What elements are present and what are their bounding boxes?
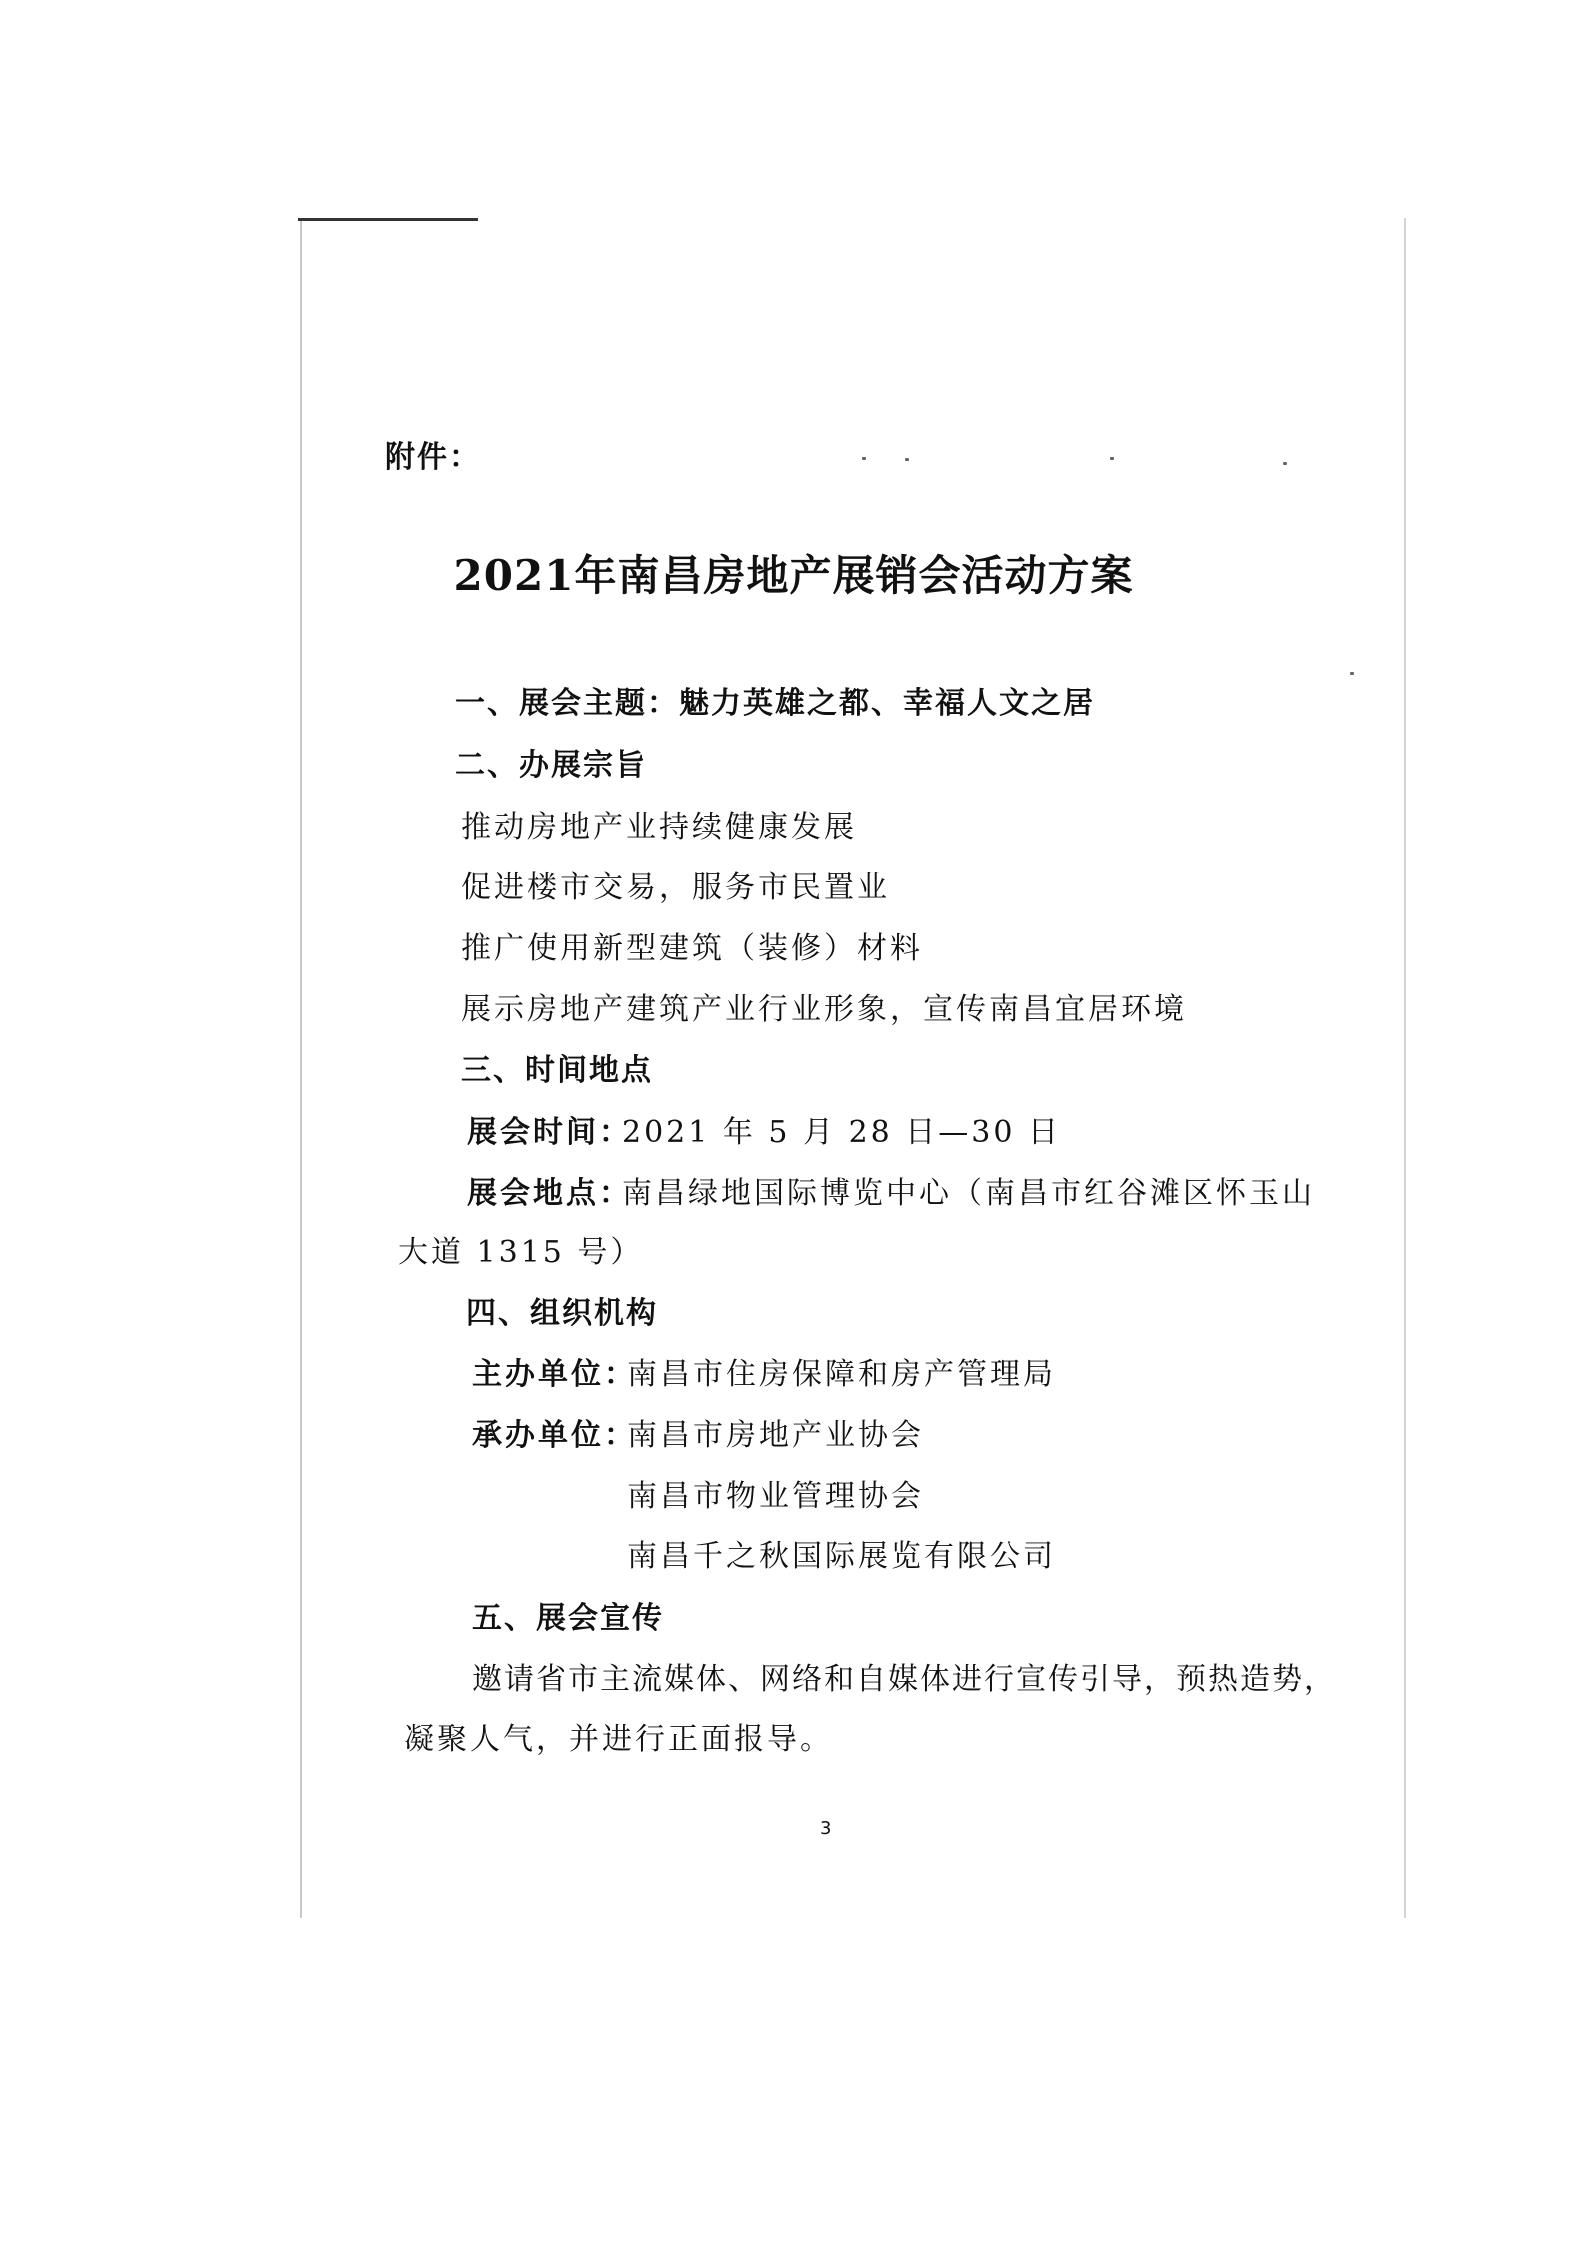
section2-item: 推广使用新型建筑（装修）材料	[461, 931, 923, 966]
host-label: 主办单位：	[472, 1357, 637, 1392]
attachment-label: 附件：	[385, 440, 481, 475]
section3-heading: 三、时间地点	[461, 1053, 653, 1088]
page-title: 2021年南昌房地产展销会活动方案	[453, 551, 1134, 600]
scan-speck	[1283, 462, 1287, 465]
host-value: 南昌市住房保障和房产管理局	[627, 1357, 1056, 1392]
place-label: 展会地点：	[467, 1176, 632, 1211]
section2-item: 促进楼市交易，服务市民置业	[461, 870, 890, 905]
place-value-continued: 大道 1315 号）	[398, 1235, 644, 1270]
organizer-item: 南昌市物业管理协会	[627, 1479, 924, 1514]
time-value: 2021 年 5 月 28 日—30 日	[622, 1115, 1061, 1150]
section5-heading: 五、展会宣传	[472, 1601, 664, 1636]
scan-speck	[862, 457, 866, 460]
section5-body: 邀请省市主流媒体、网络和自媒体进行宣传引导，预热造势，	[472, 1662, 1336, 1697]
scan-speck	[905, 458, 909, 461]
section1-heading: 一、展会主题：魅力英雄之都、幸福人文之居	[455, 686, 1095, 721]
page-number: 3	[820, 1818, 832, 1839]
section4-heading: 四、组织机构	[466, 1296, 658, 1331]
organizer-label: 承办单位：	[472, 1418, 637, 1453]
scan-speck	[1110, 457, 1114, 460]
scan-speck	[1350, 672, 1354, 675]
section5-body-continued: 凝聚人气，并进行正面报导。	[404, 1722, 833, 1757]
time-label: 展会时间：	[467, 1115, 632, 1150]
section2-item: 展示房地产建筑产业行业形象，宣传南昌宜居环境	[461, 992, 1187, 1027]
scan-edge-rule	[298, 218, 478, 221]
section2-heading: 二、办展宗旨	[455, 748, 647, 783]
place-value: 南昌绿地国际博览中心（南昌市红谷滩区怀玉山	[622, 1176, 1315, 1211]
organizer-item: 南昌市房地产业协会	[627, 1418, 924, 1453]
section2-item: 推动房地产业持续健康发展	[461, 810, 857, 845]
organizer-item: 南昌千之秋国际展览有限公司	[627, 1539, 1056, 1574]
